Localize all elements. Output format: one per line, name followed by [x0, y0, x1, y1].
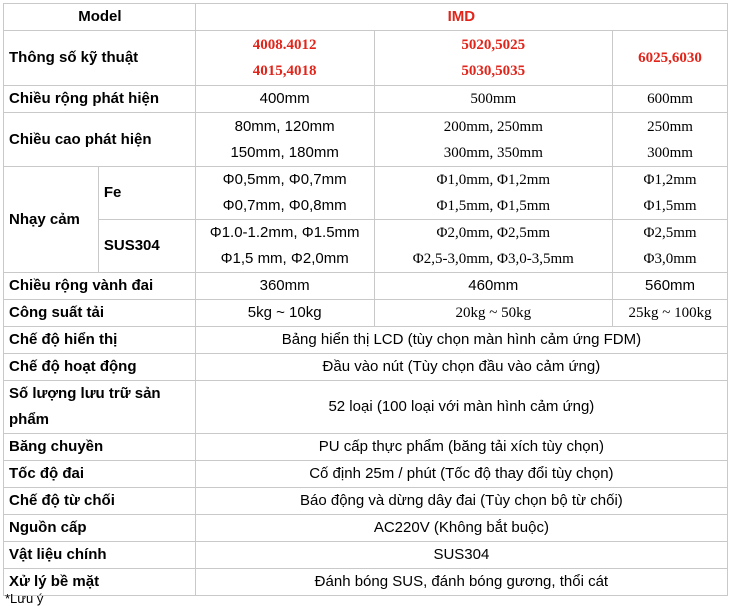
- detect-height-c-1: 250mm: [647, 118, 693, 135]
- sensitivity-sus-a-1: Φ1.0-1.2mm, Φ1.5mm: [209, 224, 360, 241]
- detect-width-label: Chiều rộng phát hiện: [4, 86, 196, 113]
- storage-label: Số lượng lưu trữ sản phẩm: [4, 381, 196, 434]
- surface-value: Đánh bóng SUS, đánh bóng gương, thổi cát: [195, 569, 727, 596]
- row-display: [4, 327, 728, 354]
- row-reject: [4, 488, 728, 515]
- header-row-models: [4, 31, 728, 86]
- load-a: 5kg ~ 10kg: [195, 300, 374, 327]
- sensitivity-fe-a: [195, 167, 374, 220]
- row-sensitivity-sus: [4, 220, 728, 273]
- model-label: Model: [4, 4, 196, 31]
- belt-width-label: Chiều rộng vành đai: [4, 273, 196, 300]
- belt-width-b: 460mm: [374, 273, 613, 300]
- power-label: Nguồn cấp: [4, 515, 196, 542]
- model-b-line-1: 5020,5025: [461, 37, 526, 53]
- sensitivity-sus-b-2: Φ2,5-3,0mm, Φ3,0-3,5mm: [412, 251, 574, 267]
- sensitivity-fe-a-1: Φ0,5mm, Φ0,7mm: [222, 171, 347, 188]
- load-b: 20kg ~ 50kg: [374, 300, 613, 327]
- row-surface: [4, 569, 728, 596]
- power-value: AC220V (Không bắt buộc): [195, 515, 727, 542]
- detect-height-b: [374, 113, 613, 167]
- reject-label: Chế độ từ chối: [4, 488, 196, 515]
- belt-width-a: 360mm: [195, 273, 374, 300]
- load-c: 25kg ~ 100kg: [613, 300, 728, 327]
- sensitivity-sus-b: [374, 220, 613, 273]
- model-c: 6025,6030: [613, 31, 728, 86]
- sensitivity-sus-a: [195, 220, 374, 273]
- header-row-model: [4, 4, 728, 31]
- sensitivity-sus-c-2: Φ3,0mm: [643, 251, 697, 267]
- sensitivity-fe-label: Fe: [98, 167, 195, 220]
- row-conveyor: [4, 434, 728, 461]
- sensitivity-fe-c: [613, 167, 728, 220]
- belt-width-c: 560mm: [613, 273, 728, 300]
- sensitivity-sus-c: [613, 220, 728, 273]
- display-value: Bảng hiển thị LCD (tùy chọn màn hình cảm ứng FDM): [195, 327, 727, 354]
- detect-height-label: Chiều cao phát hiện: [4, 113, 196, 167]
- conveyor-value: PU cấp thực phẩm (băng tải xích tùy chọn): [195, 434, 727, 461]
- surface-label: Xử lý bề mặt: [4, 569, 196, 596]
- detect-width-c: 600mm: [613, 86, 728, 113]
- material-label: Vật liệu chính: [4, 542, 196, 569]
- sensitivity-fe-c-1: Φ1,2mm: [643, 172, 697, 188]
- detect-height-a: [195, 113, 374, 167]
- row-storage: [4, 381, 728, 434]
- row-material: [4, 542, 728, 569]
- detect-height-a-2: 150mm, 180mm: [230, 143, 339, 161]
- sensitivity-fe-b: [374, 167, 613, 220]
- row-sensitivity-fe: [4, 167, 728, 220]
- operation-value: Đầu vào nút (Tùy chọn đầu vào cảm ứng): [195, 354, 727, 381]
- sensitivity-sus-c-1: Φ2,5mm: [643, 225, 697, 241]
- row-detect-width: [4, 86, 728, 113]
- load-label: Công suất tải: [4, 300, 196, 327]
- storage-value: 52 loại (100 loại với màn hình cảm ứng): [195, 381, 727, 434]
- sensitivity-fe-a-2: Φ0,7mm, Φ0,8mm: [222, 197, 347, 214]
- model-b-line-2: 5030,5035: [461, 63, 526, 79]
- sensitivity-fe-b-2: Φ1,5mm, Φ1,5mm: [436, 198, 551, 214]
- sensitivity-sus-b-1: Φ2,0mm, Φ2,5mm: [436, 225, 551, 241]
- sensitivity-fe-b-1: Φ1,0mm, Φ1,2mm: [436, 172, 551, 188]
- detect-width-a: 400mm: [195, 86, 374, 113]
- detect-height-b-1: 200mm, 250mm: [443, 118, 543, 135]
- sensitivity-fe-c-2: Φ1,5mm: [643, 198, 697, 214]
- sensitivity-label: Nhạy cảm: [4, 167, 99, 273]
- sensitivity-sus-label: SUS304: [98, 220, 195, 273]
- brand-label: IMD: [195, 4, 727, 31]
- sensitivity-sus-a-2: Φ1,5 mm, Φ2,0mm: [220, 250, 349, 267]
- detect-height-b-2: 300mm, 350mm: [443, 144, 543, 161]
- row-belt-width: [4, 273, 728, 300]
- speed-label: Tốc độ đai: [4, 461, 196, 488]
- speed-value: Cố định 25m / phút (Tốc độ thay đổi tùy chọn): [195, 461, 727, 488]
- display-label: Chế độ hiển thị: [4, 327, 196, 354]
- specs-label: Thông số kỹ thuật: [4, 31, 196, 86]
- conveyor-label: Băng chuyền: [4, 434, 196, 461]
- row-operation: [4, 354, 728, 381]
- row-power: [4, 515, 728, 542]
- detect-height-c-2: 300mm: [647, 144, 693, 161]
- footnote: *Lưu ý: [5, 591, 44, 606]
- material-value: SUS304: [195, 542, 727, 569]
- model-a-line-2: 4015,4018: [252, 63, 317, 79]
- reject-value: Báo động và dừng dây đai (Tùy chọn bộ từ chối): [195, 488, 727, 515]
- row-detect-height: [4, 113, 728, 167]
- detect-height-a-1: 80mm, 120mm: [234, 117, 335, 135]
- model-a-line-1: 4008.4012: [252, 37, 317, 53]
- row-speed: [4, 461, 728, 488]
- model-b: [374, 31, 613, 86]
- detect-height-c: [613, 113, 728, 167]
- spec-table: [3, 3, 728, 596]
- detect-width-b: 500mm: [374, 86, 613, 113]
- operation-label: Chế độ hoạt động: [4, 354, 196, 381]
- model-a: [195, 31, 374, 86]
- row-load: [4, 300, 728, 327]
